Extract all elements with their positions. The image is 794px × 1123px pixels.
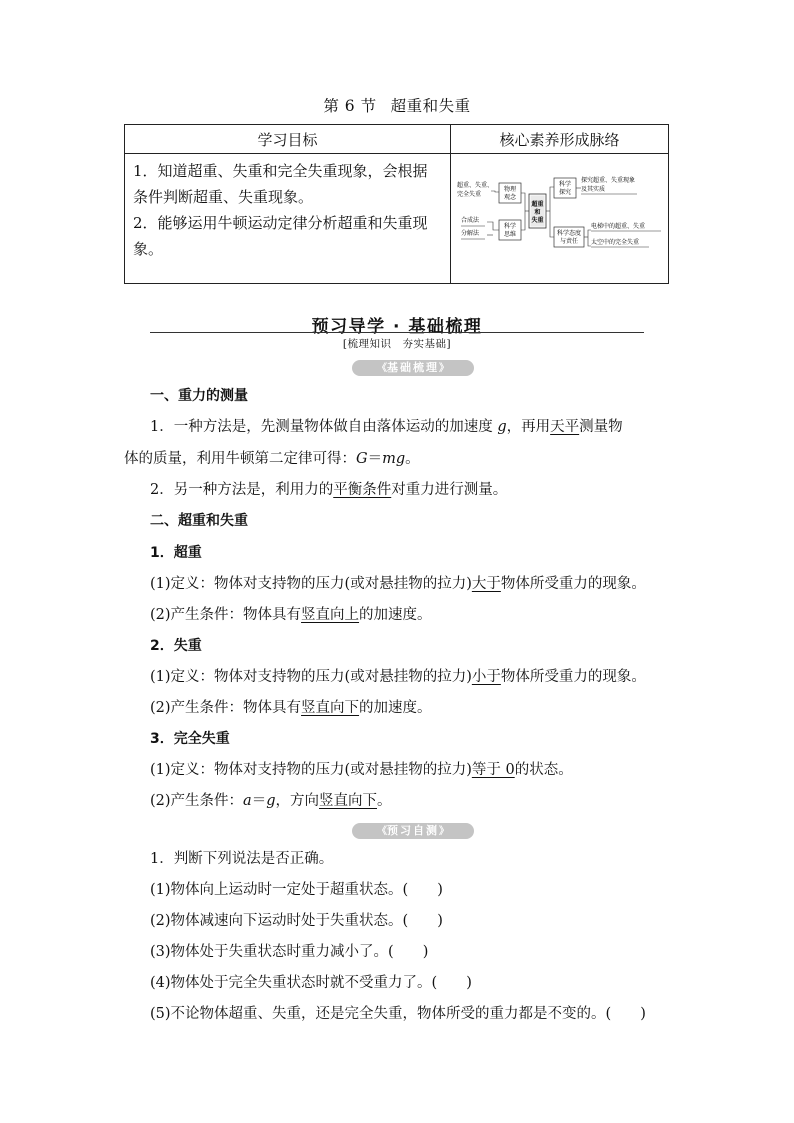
question-4: (4)物体处于完全失重状态时就不受重力了。( ) [150, 975, 472, 991]
ow-cond-a: (2)产生条件：物体具有 [150, 607, 302, 623]
p1-text-a: 1．一种方法是，先测量物体做自由落体运动的加速度 [150, 419, 498, 435]
diagram-box-inquiry-text-1: 科学 [558, 181, 572, 188]
diagram-label-complete: 完全失重 [457, 191, 482, 198]
cw-cond-var-a: a [243, 793, 252, 809]
goal-2-line-2: 象。 [133, 240, 164, 258]
pill-left-chevron-icon: 《 [377, 826, 387, 837]
section-number: 第 6 节 [323, 97, 377, 115]
p1-text-e: 。 [405, 451, 420, 467]
cw-cond-c: 。 [377, 793, 392, 809]
wl-cond-answer: 竖直向下 [301, 700, 360, 716]
ow-cond-answer: 竖直向上 [301, 607, 360, 623]
diagram-label-inquiry-2: 及其实质 [581, 186, 606, 193]
p1-formula-mg: mg [382, 451, 406, 467]
preview-selftest-pill [352, 823, 474, 839]
p1-text-d: 体的质量，利用牛顿第二定律可得： [124, 451, 356, 467]
wl-cond-a: (2)产生条件：物体具有 [150, 700, 302, 716]
diagram-box-inquiry-text-2: 探究 [558, 189, 572, 196]
heading-gravity-measure: 一、重力的测量 [150, 388, 248, 404]
pill-right-chevron-icon: 》 [439, 826, 449, 837]
question-2: (2)物体减速向下运动时处于失重状态。( ) [150, 913, 443, 929]
wl-def-b: 物体所受重力的现象。 [500, 669, 646, 685]
section-banner-title: 预习导学 · 基础梳理 [311, 317, 483, 337]
question-5: (5)不论物体超重、失重，还是完全失重，物体所受的重力都是不变的。( ) [150, 1006, 646, 1022]
p1-var-g: g [497, 419, 507, 435]
literacy-mind-map [451, 154, 669, 285]
preview-selftest-pill-text: 预习自测 [387, 824, 439, 837]
diagram-box-attitude-text-2: 与责任 [559, 238, 579, 245]
diagram-label-inquiry-1: 探究超重、失重现象 [581, 177, 636, 184]
cw-def-b: 的状态。 [514, 762, 573, 778]
p2-answer-equilibrium: 平衡条件 [333, 482, 392, 498]
goal-1-line-2: 条件判断超重、失重现象。 [133, 188, 314, 206]
subheading-overweight: 1．超重 [150, 545, 202, 561]
weightless-condition [150, 699, 432, 717]
pill-right-chevron-icon: 》 [439, 363, 449, 374]
wl-def-answer: 小于 [471, 669, 501, 685]
complete-weightless-condition [150, 792, 392, 810]
ow-def-a: (1)定义：物体对支持物的压力(或对悬挂物的拉力) [150, 576, 472, 592]
header-core-literacy: 核心素养形成脉络 [451, 125, 669, 154]
ow-def-answer: 大于 [471, 576, 501, 592]
cw-cond-var-g: g [266, 793, 276, 809]
p1-text-b: ，再用 [506, 419, 551, 435]
diagram-center-text-1: 超重 [531, 201, 544, 208]
paragraph-1-line-2 [124, 450, 420, 468]
paragraph-2 [150, 481, 507, 499]
p2-text-a: 2．另一种方法是，利用力的 [150, 482, 334, 498]
pill-left-chevron-icon: 《 [377, 363, 387, 374]
p1-answer-balance: 天平 [550, 419, 580, 435]
cw-def-a: (1)定义：物体对支持物的压力(或对悬挂物的拉力) [150, 762, 472, 778]
goal-2-line-1: 2．能够运用牛顿运动定律分析超重和失重现 [133, 214, 428, 232]
diagram-box-attitude-text-1: 科学态度 [556, 230, 582, 237]
header-learning-goals: 学习目标 [125, 125, 451, 154]
diagram-box-thinking-text-1: 科学 [503, 223, 517, 230]
overweight-definition [150, 575, 646, 593]
wl-cond-b: 的加速度。 [359, 700, 432, 716]
diagram-label-synthesis: 合成法 [461, 217, 480, 224]
cw-cond-eq: ＝ [251, 793, 267, 809]
diagram-box-physics-text-1: 物理 [503, 186, 517, 193]
weightless-definition [150, 668, 646, 686]
p1-formula-g: G [356, 451, 368, 467]
cw-def-answer: 等于 0 [471, 762, 515, 778]
paragraph-1-line-1 [150, 418, 623, 436]
section-banner-subtitle: [梳理知识 夯实基础] [342, 338, 452, 350]
question-intro: 1．判断下列说法是否正确。 [150, 851, 334, 867]
diagram-label-overweight: 超重、失重、 [457, 182, 494, 189]
question-1: (1)物体向上运动时一定处于超重状态。( ) [150, 882, 443, 898]
diagram-label-elevator: 电梯中的超重、失重 [591, 223, 646, 230]
basic-review-pill-text: 基础梳理 [387, 361, 439, 374]
section-title: 超重和失重 [390, 97, 471, 115]
subheading-weightless: 2．失重 [150, 638, 202, 654]
question-3: (3)物体处于失重状态时重力减小了。( ) [150, 944, 429, 960]
section-banner-rule [150, 332, 644, 333]
learning-goals-cell [125, 154, 451, 284]
ow-def-b: 物体所受重力的现象。 [500, 576, 646, 592]
p1-formula-eq: ＝ [367, 451, 383, 467]
diagram-center-text-3: 失重 [531, 217, 544, 224]
complete-weightless-definition [150, 761, 573, 779]
wl-def-a: (1)定义：物体对支持物的压力(或对悬挂物的拉力) [150, 669, 472, 685]
basic-review-pill [352, 360, 474, 376]
diagram-label-space: 太空中的完全失重 [591, 239, 640, 246]
cw-cond-b: ，方向 [275, 793, 319, 809]
p1-text-c: 测量物 [579, 419, 623, 435]
diagram-box-physics-text-2: 观念 [503, 194, 517, 201]
heading-overweight-weightless: 二、超重和失重 [150, 513, 248, 529]
learning-goals-table [124, 124, 669, 284]
page-title [0, 94, 794, 116]
p2-text-b: 对重力进行测量。 [391, 482, 508, 498]
subheading-complete-weightless: 3．完全失重 [150, 731, 230, 747]
cw-cond-answer: 竖直向下 [319, 793, 377, 809]
goal-1-line-1: 1．知道超重、失重和完全失重现象，会根据 [133, 162, 428, 180]
cw-cond-a: (2)产生条件： [150, 793, 244, 809]
diagram-box-thinking-text-2: 思维 [503, 231, 517, 238]
overweight-condition [150, 606, 432, 624]
literacy-diagram-cell [451, 154, 669, 284]
ow-cond-b: 的加速度。 [359, 607, 432, 623]
diagram-center-text-2: 和 [534, 209, 541, 216]
diagram-label-decomposition: 分解法 [461, 230, 480, 237]
